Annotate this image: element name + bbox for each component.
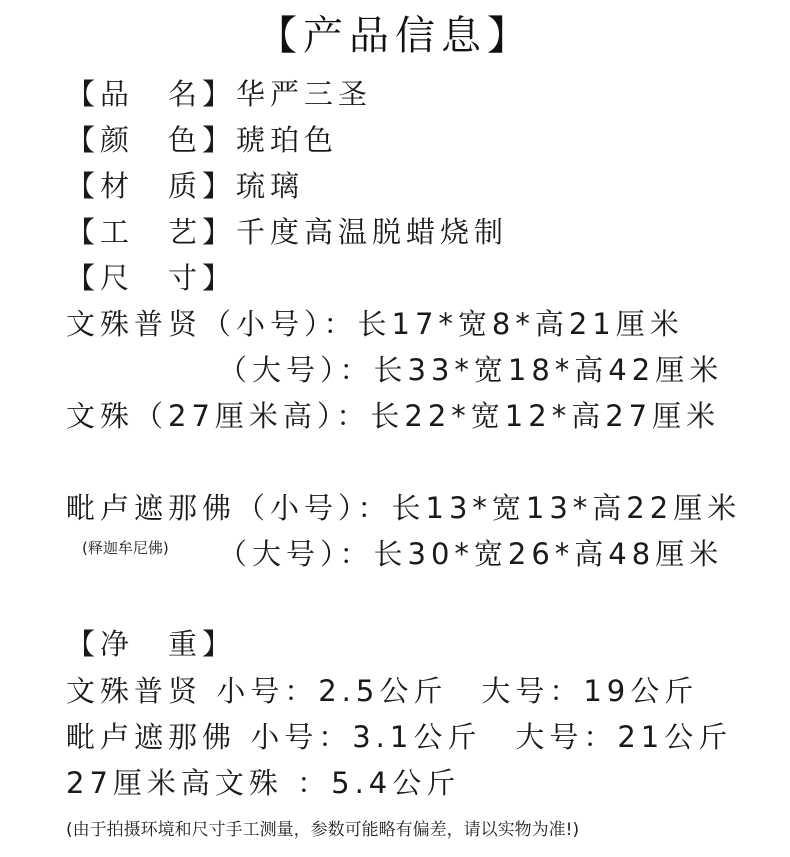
page-title: 【产品信息】 [257,13,533,59]
size-wenshu-puxian-large: （大号）：长33*宽18*高42厘米 [218,353,724,387]
spec-size-header: 【尺 寸】 [66,261,237,295]
spec-craft: 【工 艺】千度高温脱蜡烧制 [66,215,509,249]
size-piluzhena-large: （大号）：长30*宽26*高48厘米 [218,537,724,571]
size-piluzhena-small: 毗卢遮那佛（小号）：长13*宽13*高22厘米 [66,491,742,525]
spec-name: 【品 名】华严三圣 [66,77,373,111]
size-wenshu-puxian-small: 文殊普贤（小号）：长17*宽8*高21厘米 [66,307,684,341]
size-wenshu-27: 文殊（27厘米高）：长22*宽12*高27厘米 [66,399,721,433]
weight-header: 【净 重】 [66,627,237,661]
footnote: (由于拍摄环境和尺寸手工测量，参数可能略有偏差，请以实物为准!) [66,820,580,840]
weight-wenshu-27: 27厘米高文殊 ：5.4公斤 [66,766,461,800]
spec-material: 【材 质】琉璃 [66,169,305,203]
weight-piluzhena: 毗卢遮那佛 小号：3.1公斤 大号：21公斤 [66,720,733,754]
size-piluzhena-note: (释迦牟尼佛) [82,539,169,557]
spec-color: 【颜 色】琥珀色 [66,123,339,157]
weight-wenshu-puxian: 文殊普贤 小号：2.5公斤 大号：19公斤 [66,674,699,708]
